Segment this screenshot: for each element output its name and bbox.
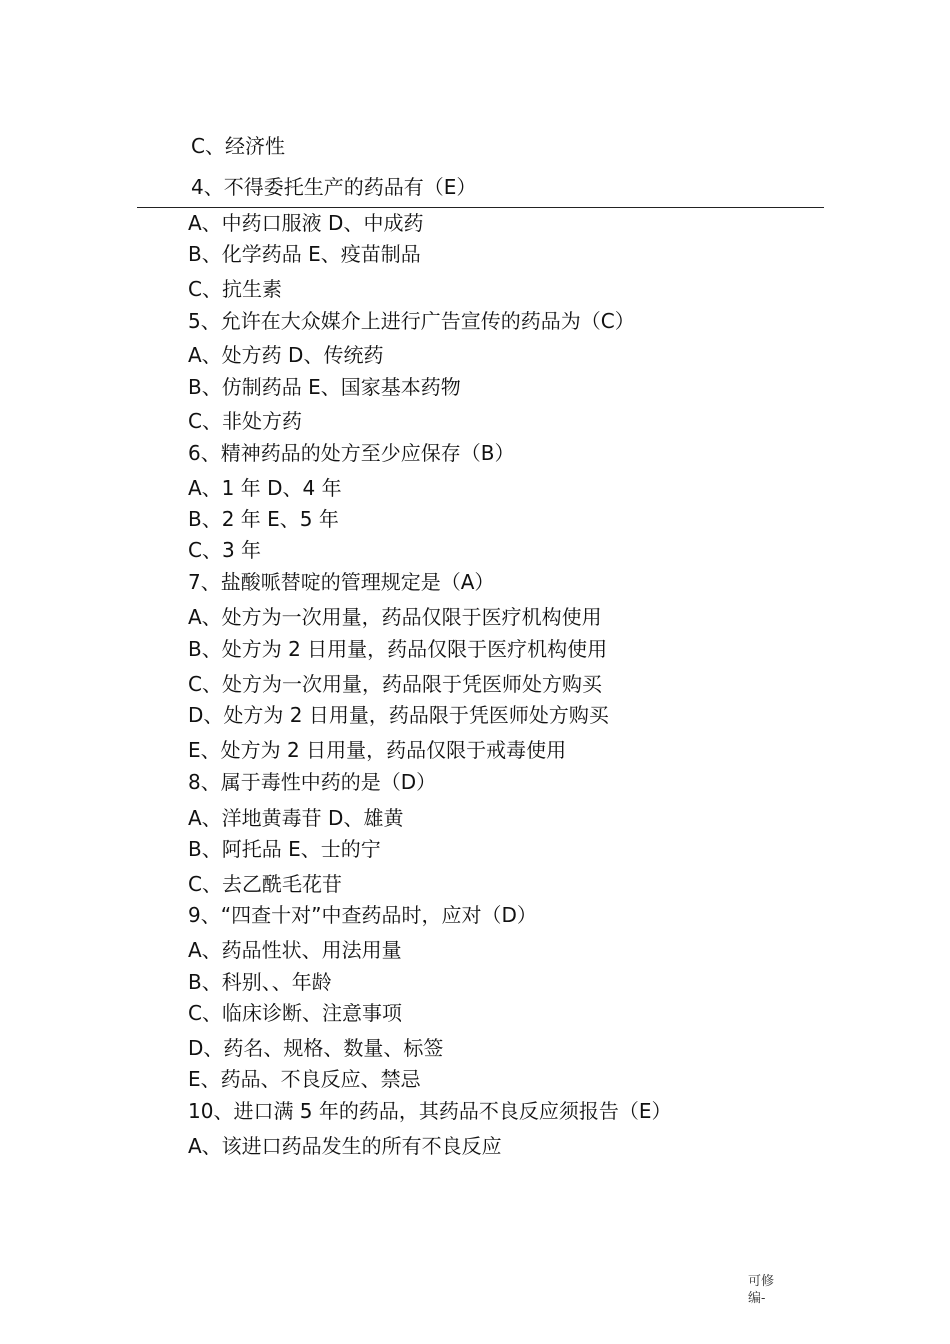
option-line: D、处方为 2 日用量，药品限于凭医师处方购买 [188,703,609,727]
option-line: E、处方为 2 日用量，药品仅限于戒毒使用 [188,738,567,762]
footer-note-line1: 可修 [748,1274,775,1289]
option-line: B、化学药品 E、疫苗制品 [188,242,421,266]
option-line: C、处方为一次用量，药品限于凭医师处方购买 [188,672,602,696]
question-title: 8、属于毒性中药的是（D） [188,770,437,794]
question-title: 7、盐酸哌替啶的管理规定是（A） [188,570,495,594]
option-line: C、去乙酰毛花苷 [188,872,342,896]
option-line: B、阿托品 E、士的宁 [188,837,381,861]
option-line: A、该进口药品发生的所有不良反应 [188,1134,502,1158]
text-line: C、经济性 [191,134,285,158]
option-line: B、2 年 E、5 年 [188,507,339,531]
option-line: A、1 年 D、4 年 [188,476,342,500]
question-title: 4、不得委托生产的药品有（E） [191,175,477,199]
option-line: B、处方为 2 日用量，药品仅限于医疗机构使用 [188,637,608,661]
option-line: A、处方为一次用量，药品仅限于医疗机构使用 [188,605,602,629]
option-line: E、药品、不良反应、禁忌 [188,1067,421,1091]
question-title: 5、允许在大众媒介上进行广告宣传的药品为（C） [188,309,635,333]
footer-note-line2: 编- [748,1291,766,1306]
question-title: 10、进口满 5 年的药品，其药品不良反应须报告（E） [188,1099,672,1123]
option-line: A、处方药 D、传统药 [188,343,384,367]
option-line: A、药品性状、用法用量 [188,938,402,962]
question-title: 6、精神药品的处方至少应保存（B） [188,441,515,465]
option-line: A、中药口服液 D、中成药 [188,211,424,235]
question-title: 9、“四查十对”中查药品时，应对（D） [188,903,537,927]
option-line: B、仿制药品 E、国家基本药物 [188,375,461,399]
option-line: C、临床诊断、注意事项 [188,1001,402,1025]
option-line: B、科别、、年龄 [188,970,332,994]
option-line: D、药名、规格、数量、标签 [188,1036,444,1060]
horizontal-divider [137,207,824,208]
option-line: C、3 年 [188,538,262,562]
option-line: A、洋地黄毒苷 D、雄黄 [188,806,404,830]
option-line: C、抗生素 [188,277,282,301]
option-line: C、非处方药 [188,409,302,433]
